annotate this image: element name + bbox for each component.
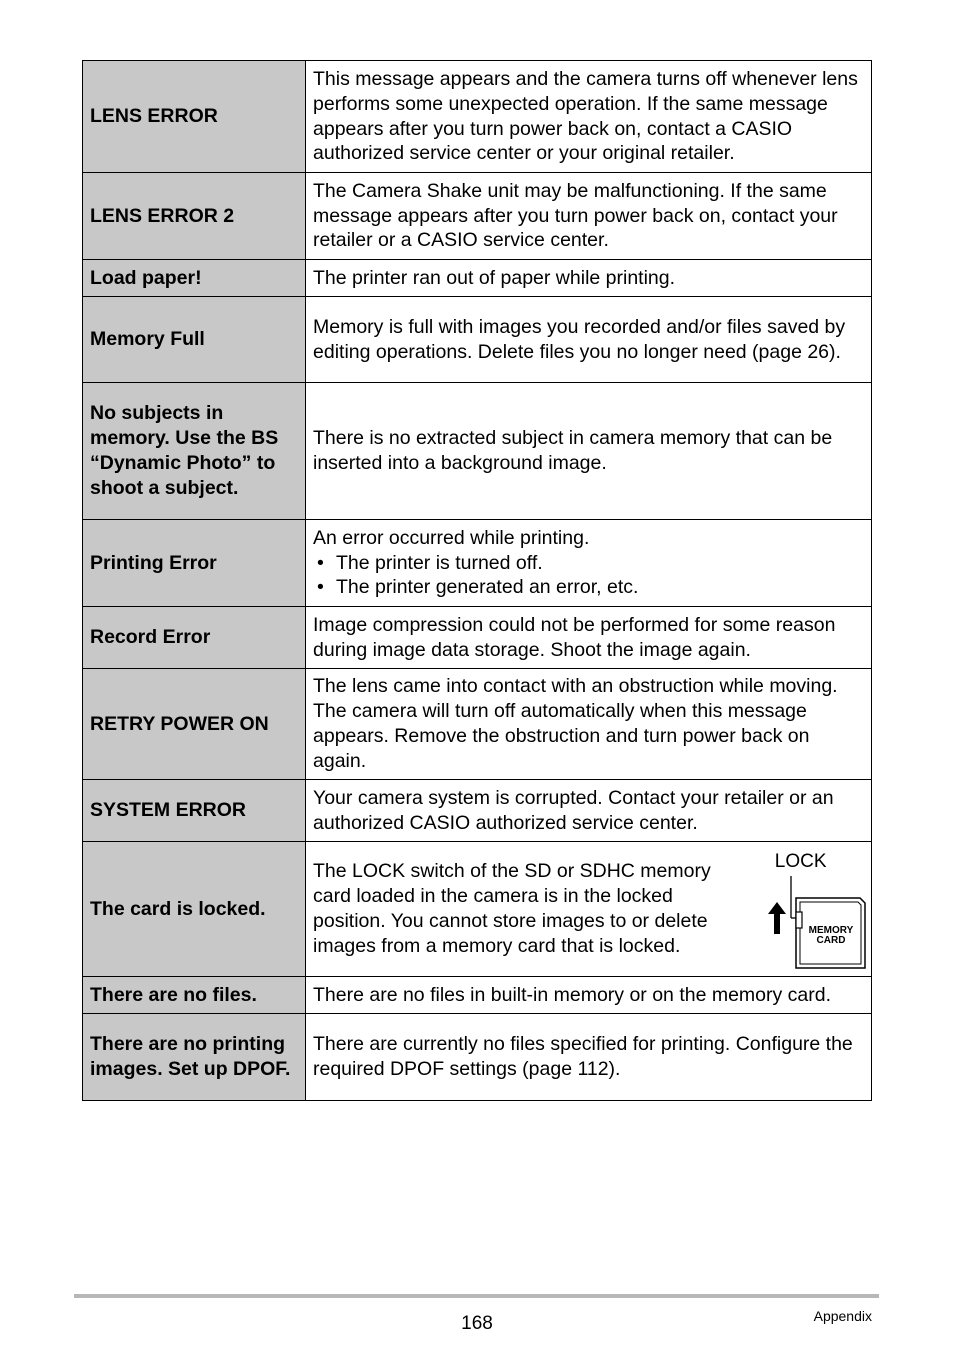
- message-description: This message appears and the camera turns off whenever lens performs some unexpected operation. If the same message appears after you turn power back on, contact a CASIO authorized service center or your original retailer.: [306, 61, 872, 173]
- card-label-line2: CARD: [816, 935, 846, 946]
- message-label: SYSTEM ERROR: [83, 780, 306, 842]
- message-label: Record Error: [83, 607, 306, 669]
- message-description: Image compression could not be performed for some reason during image data storage. Shoot the image again.: [306, 607, 872, 669]
- message-label: RETRY POWER ON: [83, 669, 306, 780]
- message-label: LENS ERROR 2: [83, 173, 306, 260]
- page-number: 168: [461, 1313, 493, 1334]
- message-label: There are no files.: [83, 977, 306, 1014]
- message-description: There is no extracted subject in camera memory that can be inserted into a background image.: [306, 383, 872, 520]
- memory-card-icon: [767, 844, 867, 974]
- bullet-item: • The printer is turned off.: [313, 551, 864, 576]
- message-description: The lens came into contact with an obstruction while moving. The camera will turn off automatically when this message appears. Remove the obstruction and turn power back on again.: [306, 669, 872, 780]
- message-label: There are no printing images. Set up DPOF.: [83, 1014, 306, 1101]
- message-description-text: An error occurred while printing.: [313, 526, 590, 549]
- message-description: There are currently no files specified for printing. Configure the required DPOF settings (page 112).: [306, 1014, 872, 1101]
- card-locked-content: [313, 844, 864, 974]
- message-description: The Camera Shake unit may be malfunctioning. If the same message appears after you turn power back on, contact your retailer or a CASIO service center.: [306, 173, 872, 260]
- message-description: [306, 520, 872, 607]
- footer-divider: [74, 1294, 879, 1298]
- memory-card-lock-figure: [767, 844, 864, 974]
- message-description-text: The LOCK switch of the SD or SDHC memory card loaded in the camera is in the locked position. You cannot store images to or delete images from a memory card that is locked.: [313, 860, 711, 957]
- table-row: [83, 607, 872, 669]
- table-row: [83, 1014, 872, 1101]
- error-message-table: [82, 60, 872, 1101]
- table-row: [83, 842, 872, 977]
- message-description: Your camera system is corrupted. Contact your retailer or an authorized CASIO authorized service center.: [306, 780, 872, 842]
- message-label: Load paper!: [83, 260, 306, 297]
- message-description: Memory is full with images you recorded and/or files saved by editing operations. Delete files you no longer need (page 26).: [306, 297, 872, 383]
- lock-label: LOCK: [774, 851, 827, 872]
- table-row: [83, 520, 872, 607]
- message-label: The card is locked.: [83, 842, 306, 977]
- table-row: [83, 669, 872, 780]
- message-label: Printing Error: [83, 520, 306, 607]
- table-row: [83, 297, 872, 383]
- table-row: [83, 383, 872, 520]
- message-description: The printer ran out of paper while printing.: [306, 260, 872, 297]
- table-row: [83, 260, 872, 297]
- message-label: Memory Full: [83, 297, 306, 383]
- message-description: There are no files in built-in memory or on the memory card.: [306, 977, 872, 1014]
- table-row: [83, 61, 872, 173]
- table-row: [83, 173, 872, 260]
- bullet-item: • The printer generated an error, etc.: [313, 575, 864, 600]
- up-arrow-icon: [768, 902, 786, 934]
- bullet-list: [313, 551, 864, 601]
- section-name: Appendix: [813, 1308, 872, 1324]
- message-description: [306, 842, 872, 977]
- card-label-line1: MEMORY: [808, 925, 854, 936]
- table-row: [83, 780, 872, 842]
- message-label: LENS ERROR: [83, 61, 306, 173]
- message-label: No subjects in memory. Use the BS “Dynamic Photo” to shoot a subject.: [83, 383, 306, 520]
- table-row: [83, 977, 872, 1014]
